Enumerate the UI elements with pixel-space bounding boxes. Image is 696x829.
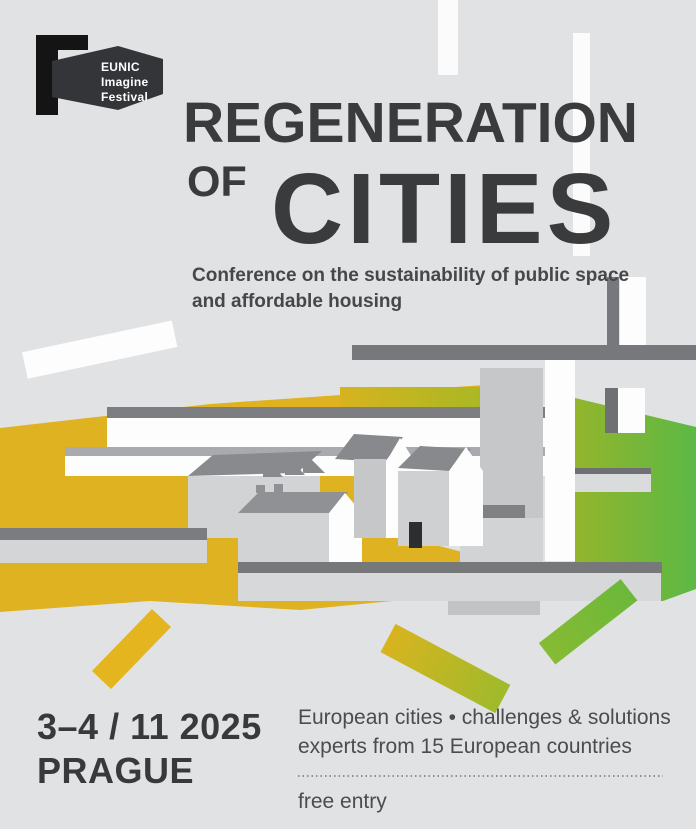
poster-subtitle	[192, 263, 629, 315]
street-light-band	[238, 573, 661, 601]
rear-body	[354, 459, 386, 538]
building-with-door	[398, 446, 483, 548]
event-tagline-2: experts from 15 European countries	[298, 735, 632, 758]
green-bar-dark-edge	[575, 468, 651, 474]
event-tagline-1: European cities • challenges & solutions	[298, 706, 671, 729]
yellow-tilted-bar	[92, 609, 171, 689]
subtitle-line-2: and affordable housing	[192, 291, 403, 312]
street-dark-band	[238, 562, 662, 573]
logo-line-3: Festival	[101, 90, 149, 104]
event-details	[298, 703, 671, 816]
subtitle-line-1: Conference on the sustainability of public space	[192, 265, 630, 286]
left-low-blocks	[0, 528, 207, 563]
logo-line-1: EUNIC	[101, 60, 140, 74]
dotted-divider	[298, 775, 663, 777]
event-date-location	[37, 705, 262, 793]
white-bar-top	[438, 0, 458, 75]
low-dark-bar	[0, 528, 207, 540]
event-dates: 3–4 / 11 2025	[37, 706, 262, 747]
white-bar-tilted	[22, 320, 177, 378]
street-block	[448, 601, 540, 615]
eunic-logo-text	[101, 60, 148, 105]
house-body	[238, 513, 329, 563]
poster-title-of: OF	[187, 158, 247, 206]
poster-title-cities: CITIES	[271, 153, 618, 265]
low-light-bar	[0, 540, 207, 563]
yellow-green-bar	[340, 387, 483, 407]
logo-line-2: Imagine	[101, 75, 149, 89]
chimney	[274, 484, 283, 493]
dark-post	[605, 388, 618, 433]
yellow-green-tilted-bar	[380, 624, 510, 713]
white-notch	[618, 388, 645, 433]
big-horizontal-bar	[352, 345, 696, 360]
white-strip	[545, 360, 575, 561]
event-city: PRAGUE	[37, 750, 195, 791]
free-entry-label: free entry	[298, 790, 387, 813]
door-building-body	[398, 471, 449, 546]
poster-title-line1: REGENERATION	[183, 91, 638, 155]
door	[409, 522, 422, 548]
chimney	[256, 485, 265, 493]
green-bar-light	[575, 474, 651, 492]
building-house	[238, 484, 362, 563]
